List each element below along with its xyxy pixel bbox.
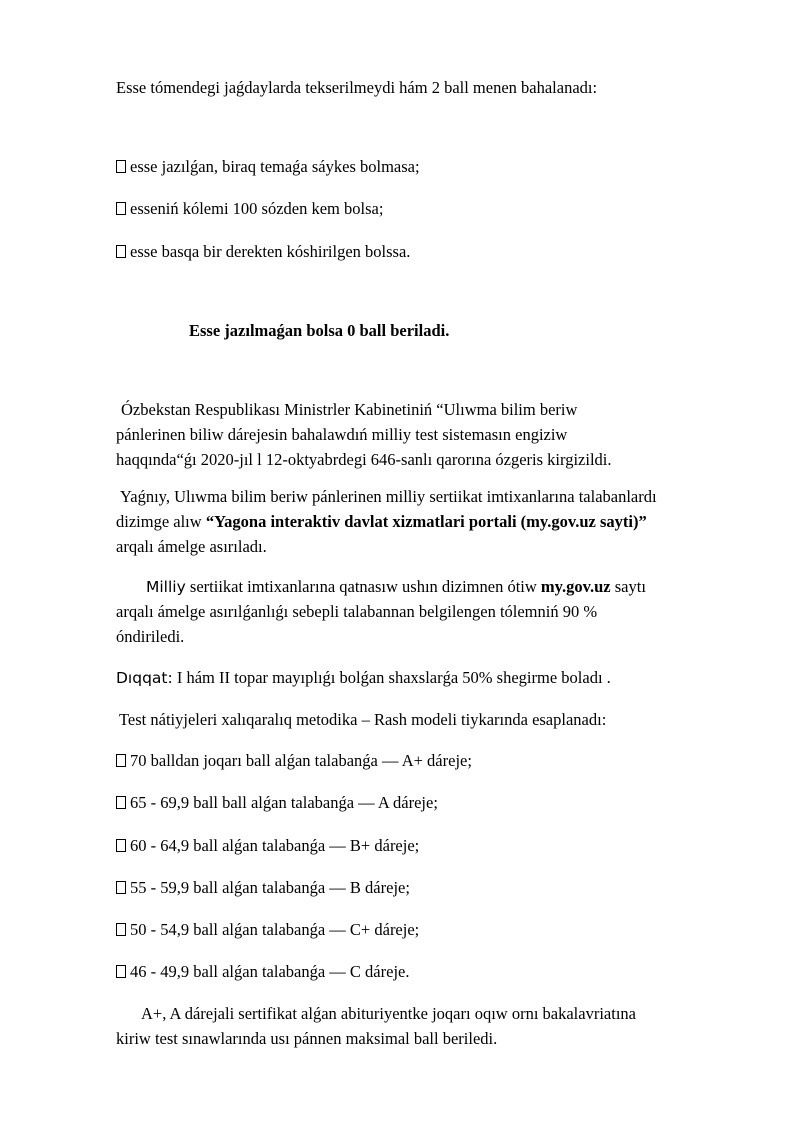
bullet-placeholder-icon xyxy=(116,839,126,852)
rash-intro: Test nátiyjeleri xalıqaralıq metodika – Rash modeli tiykarında esaplanadı: xyxy=(119,710,607,729)
zero-ball-heading: Esse jazılmaǵan bolsa 0 ball beriladi. xyxy=(189,321,450,340)
bullet-placeholder-icon xyxy=(116,923,126,936)
attention-label: Dıqqat: xyxy=(116,669,173,687)
bullet-placeholder-icon xyxy=(116,160,126,173)
paragraph-line: pánlerinen biliw dárejesin bahalawdıń milliy test sistemasın engiziw xyxy=(116,425,568,444)
site-name: my.gov.uz xyxy=(540,577,611,596)
grade-item: 60 - 64,9 ball alǵan talabanǵa — B+ dáreje; xyxy=(116,838,419,855)
bullet-placeholder-icon xyxy=(116,796,126,809)
paragraph-line: arqalı ámelge asırılǵanlıǵı sebepli talabannan belgilengen tólemniń 90 % xyxy=(116,602,598,621)
bullet-placeholder-icon xyxy=(116,754,126,767)
condition-item: esseniń kólemi 100 sózden kem bolsa; xyxy=(116,201,383,218)
bullet-placeholder-icon xyxy=(116,881,126,894)
paragraph-line: dizimge alıw “Yagona interaktiv davlat xizmatlari portali (my.gov.uz sayti)” xyxy=(116,512,647,531)
intro-text: Esse tómendegi jaǵdaylarda tekserilmeydi hám 2 ball menen bahalanadı: xyxy=(116,78,598,97)
condition-item: esse basqa bir derekten kóshirilgen bolssa. xyxy=(116,244,410,261)
paragraph-line: Milliy sertiikat imtixanlarına qatnasıw ushın dizimnen ótiw my.gov.uz saytı xyxy=(146,577,646,596)
bullet-placeholder-icon xyxy=(116,965,126,978)
paragraph-line: kiriw test sınawlarında usı pánnen maksimal ball beriledi. xyxy=(116,1029,498,1048)
bullet-placeholder-icon xyxy=(116,245,126,258)
paragraph-line: Ózbekstan Respublikası Ministrler Kabinetiniń “Ulıwma bilim beriw xyxy=(121,400,578,419)
paragraph-line: haqqında“ǵı 2020-jıl l 12-oktyabrdegi 646-sanlı qarorına ózgeris kirgizildi. xyxy=(116,450,612,469)
portal-name: “Yagona interaktiv davlat xizmatlari portali (my.gov.uz sayti)” xyxy=(205,512,647,531)
grade-item: 46 - 49,9 ball alǵan talabanǵa — C dáreje. xyxy=(116,964,410,981)
grade-item: 70 balldan joqarı ball alǵan talabanǵa — A+ dáreje; xyxy=(116,753,472,770)
paragraph-line: óndiriledi. xyxy=(116,627,185,646)
attention-note: Dıqqat: I hám II topar mayıplıǵı bolǵan shaxslarǵa 50% shegirme boladı . xyxy=(116,668,611,687)
grade-item: 50 - 54,9 ball alǵan talabanǵa — C+ dáreje; xyxy=(116,922,419,939)
paragraph-line: Yaǵnıy, Ulıwma bilim beriw pánlerinen milliy sertiikat imtixanlarına talabanlardı xyxy=(120,487,657,506)
bullet-placeholder-icon xyxy=(116,202,126,215)
grade-item: 55 - 59,9 ball alǵan talabanǵa — B dáreje; xyxy=(116,880,410,897)
paragraph-line: A+, A dárejali sertifikat alǵan abituriyentke joqarı oqıw ornı bakalavriatına xyxy=(141,1004,636,1023)
grade-item: 65 - 69,9 ball ball alǵan talabanǵa — A dáreje; xyxy=(116,795,438,812)
condition-item: esse jazılǵan, biraq temaǵa sáykes bolmasa; xyxy=(116,159,420,176)
paragraph-line: arqalı ámelge asırıladı. xyxy=(116,537,267,556)
